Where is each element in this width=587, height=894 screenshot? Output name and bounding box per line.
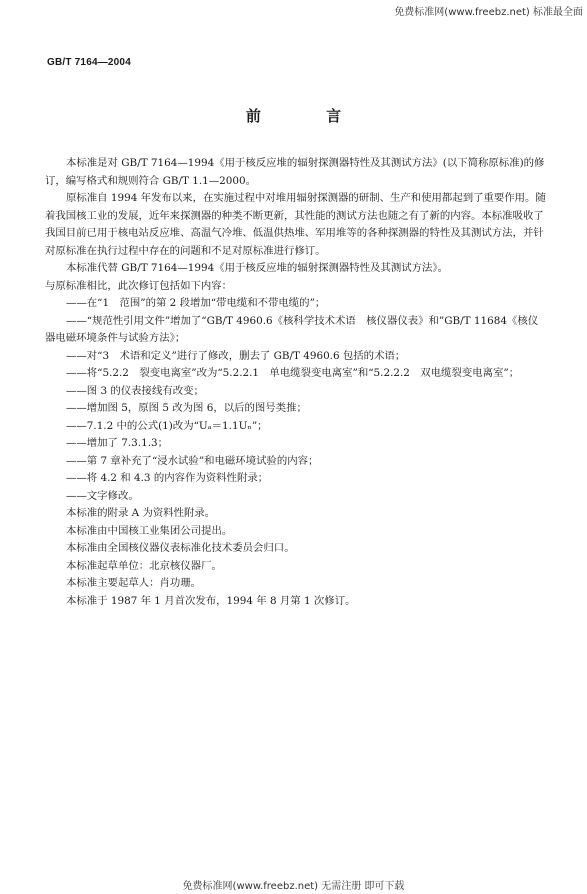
paragraph: 本标准由中国核工业集团公司提出。 <box>66 524 233 537</box>
paragraph: 本标准由全国核仪器仪表标准化技术委员会归口。 <box>66 542 295 554</box>
standard-code: GB/T 7164—2004 <box>47 57 131 68</box>
list-item: ——图 3 的仪表接线有改变； <box>66 384 204 397</box>
paragraph: 本标准代替 GB/T 7164—1994《用于核反应堆的辐射探测器特性及其测试方法》。 <box>66 262 448 274</box>
paragraph: 本标准主要起草人：肖功珊。 <box>66 577 202 589</box>
list-item: ——将“5.2.2 裂变电离室”改为“5.2.2.1 单电缆裂变电离室”和“5.2.2.2 双电缆裂变电离室”； <box>66 367 520 379</box>
list-item: ——第 7 章补充了“浸水试验”和电磁环境试验的内容； <box>66 454 319 467</box>
list-item: ——增加了 7.3.1.3； <box>66 437 168 449</box>
paragraph: 本标准的附录 A 为资料性附录。 <box>66 507 216 519</box>
list-item: ——“规范性引用文件”增加了“GB/T 4960.6《核科学技术术语 核仪器仪表》和”GB/T 11684《核仪器电磁环境条件与试验方法》； <box>45 314 539 344</box>
list-item: ——对“3 术语和定义”进行了修改，删去了 GB/T 4960.6 包括的术语； <box>66 349 406 362</box>
page-title: 前 言 <box>245 107 372 125</box>
list-item: ——文字修改。 <box>66 489 139 502</box>
paragraph: 本标准是对 GB/T 7164—1994《用于核反应堆的辐射探测器特性及其测试方法》(以下简称原标准)的修订，编写格式和规则符合 GB/T 1.1—2000。 <box>45 157 545 187</box>
list-item: ——7.1.2 中的公式(1)改为“Uₐ＝1.1Uₙ”； <box>66 419 268 432</box>
paragraph: 本标准于 1987 年 1 月首次发布，1994 年 8 月第 1 次修订。 <box>66 594 356 607</box>
watermark-bottom: 免费标准网(www.freebz.net) 无需注册 即可下载 <box>182 881 405 892</box>
watermark-top: 免费标准网(www.freebz.net) 标准最全面 <box>394 7 583 18</box>
paragraph: 原标准自 1994 年发布以来，在实施过程中对堆用辐射探测器的研制、生产和使用都起到了重要作用。随着我国核工业的发展，近年来探测器的种类不断更新，其性能的测试方法也随之有了新的内容。本标准吸收了我国目前已用于核电站反应堆、高温气冷堆、低温供热堆、军用堆等的各种探测器的特性及其测试方法，并针对原标准在执行过程中存在的问题和不足对原标准进行修订。 <box>45 192 546 257</box>
list-item: ——将 4.2 和 4.3 的内容作为资料性附录； <box>66 472 269 484</box>
paragraph: 本标准起草单位：北京核仪器厂。 <box>66 559 222 572</box>
list-item: ——增加图 5，原图 5 改为图 6，以后的图号类推； <box>66 402 307 414</box>
list-item: ——在“1 范围”的第 2 段增加“带电缆和不带电缆的”； <box>66 297 326 309</box>
foreword-body <box>45 155 548 610</box>
paragraph: 与原标准相比，此次修订包括如下内容： <box>45 279 233 292</box>
